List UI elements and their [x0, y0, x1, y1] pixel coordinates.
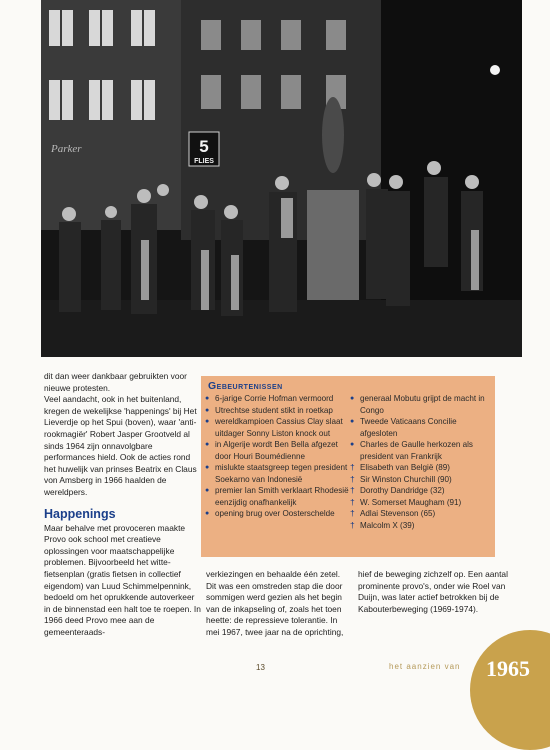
event-item: [350, 474, 493, 486]
sign-number: 5: [199, 137, 209, 156]
year-label: 1965: [486, 656, 530, 681]
cross-icon: †: [350, 485, 355, 495]
sign-text: FLIES: [194, 158, 214, 165]
cross-icon: †: [350, 473, 355, 484]
bullet-icon: ●: [350, 395, 355, 402]
event-text: generaal Mobutu grijpt de macht in Congo: [360, 394, 485, 415]
article-column-2: verkiezingen en behaalde één zetel. Dit was een omstreden stap die door sommigen werd gezien als het begin van de inkapseling of, zoals het toen heette: de repressieve tolerantie. In mei 1967, twee jaar na de oprichting,: [206, 569, 344, 637]
bullet-icon: ●: [205, 441, 210, 448]
event-item: [350, 439, 493, 462]
year-badge: [470, 630, 550, 750]
event-item: [205, 393, 351, 405]
bullet-icon: ●: [205, 406, 210, 414]
intro-text: dit dan weer dankbaar gebruikten voor nieuwe protesten.: [44, 371, 187, 393]
crowd-photo: [41, 0, 522, 357]
events-box: [201, 376, 495, 557]
event-text: Malcolm X (39): [360, 520, 415, 530]
event-text: wereldkampioen Cassius Clay slaat uitdager Sonny Liston knock out: [215, 417, 343, 438]
event-item: [205, 462, 351, 485]
article-column-1: [44, 371, 202, 638]
event-item: [205, 439, 351, 462]
bullet-icon: ●: [205, 395, 210, 402]
event-item: [350, 462, 493, 474]
event-text: W. Somerset Maugham (91): [360, 497, 462, 507]
bullet-icon: ●: [350, 441, 355, 448]
event-item: [350, 520, 493, 532]
cross-icon: †: [350, 496, 355, 507]
event-text: mislukte staatsgreep tegen president Soekarno van Indonesië: [215, 463, 348, 484]
bullet-icon: ●: [205, 510, 210, 517]
cross-icon: †: [350, 519, 355, 530]
event-item: [350, 508, 493, 520]
event-item: [350, 416, 493, 439]
event-item: [205, 416, 351, 439]
event-item: [350, 485, 493, 497]
subhead-happenings: Happenings: [44, 506, 116, 521]
bullet-icon: ●: [205, 487, 210, 494]
shop-sign: Parker: [51, 143, 82, 155]
event-item: [205, 508, 351, 520]
event-text: Utrechtse student stikt in roetkap: [215, 405, 333, 415]
night-crowd-scene: [41, 0, 522, 357]
bullet-icon: ●: [350, 418, 355, 425]
events-right-column: [350, 393, 493, 531]
bullet-icon: ●: [205, 464, 210, 471]
event-text: premier Ian Smith verklaart Rhodesië eenzijdig onafhankelijk: [215, 486, 349, 507]
event-text: 6-jarige Corrie Hofman vermoord: [215, 394, 334, 403]
event-item: [205, 485, 351, 508]
event-text: Adlai Stevenson (65): [360, 509, 436, 518]
event-item: [350, 497, 493, 509]
bullet-icon: ●: [205, 418, 210, 425]
event-text: Elisabeth van België (89): [360, 463, 450, 472]
series-title: het aanzien van: [389, 662, 461, 671]
paragraph-1: Veel aandacht, ook in het buitenland, kregen de wekelijkse 'happenings' bij Het Lieverdje op het Spui (boven), waar 'anti-rookmagiër' Robert Jasper Grootveld al sinds 1964 zijn onnavolgbare performances hield. Ook de acties rond het huwelijk van prinses Beatrix en Claus von Amsberg in 1966 haalden de wereldpers.: [44, 394, 197, 497]
event-text: Dorothy Dandridge (32): [360, 486, 445, 495]
cross-icon: †: [350, 508, 355, 518]
events-left-column: [205, 393, 351, 520]
event-text: opening brug over Oosterschelde: [215, 509, 335, 518]
article-column-3: hief de beweging zichzelf op. Een aantal prominente provo's, onder wie Roel van Duijn, was later actief betrokken bij de Kabouterbeweging (1969-1974).: [358, 569, 508, 614]
paragraph-2: Maar behalve met provoceren maakte Provo ook school met creatieve oplossingen voor maatschappelijke problemen. Bijvoorbeeld het witte-fietsenplan (gratis fietsen in collectief eigendom) van Luud Schimmelpennink, bedoeld om het oprukkende autoverkeer in de binnenstad een halt toe te roepen. In 1966 deed Provo mee aan de gemeenteraads-: [44, 522, 201, 637]
event-text: Sir Winston Churchill (90): [360, 474, 452, 484]
cross-icon: †: [350, 462, 355, 472]
event-item: [205, 405, 351, 417]
event-text: Charles de Gaulle herkozen als president van Frankrijk: [360, 440, 473, 461]
events-title: Gebeurtenissen: [208, 380, 283, 392]
event-item: [350, 393, 493, 416]
event-text: Tweede Vaticaans Concilie afgesloten: [360, 417, 457, 438]
page-number: 13: [256, 663, 265, 672]
event-text: in Algerije wordt Ben Bella afgezet door Houri Boumédienne: [215, 440, 338, 461]
